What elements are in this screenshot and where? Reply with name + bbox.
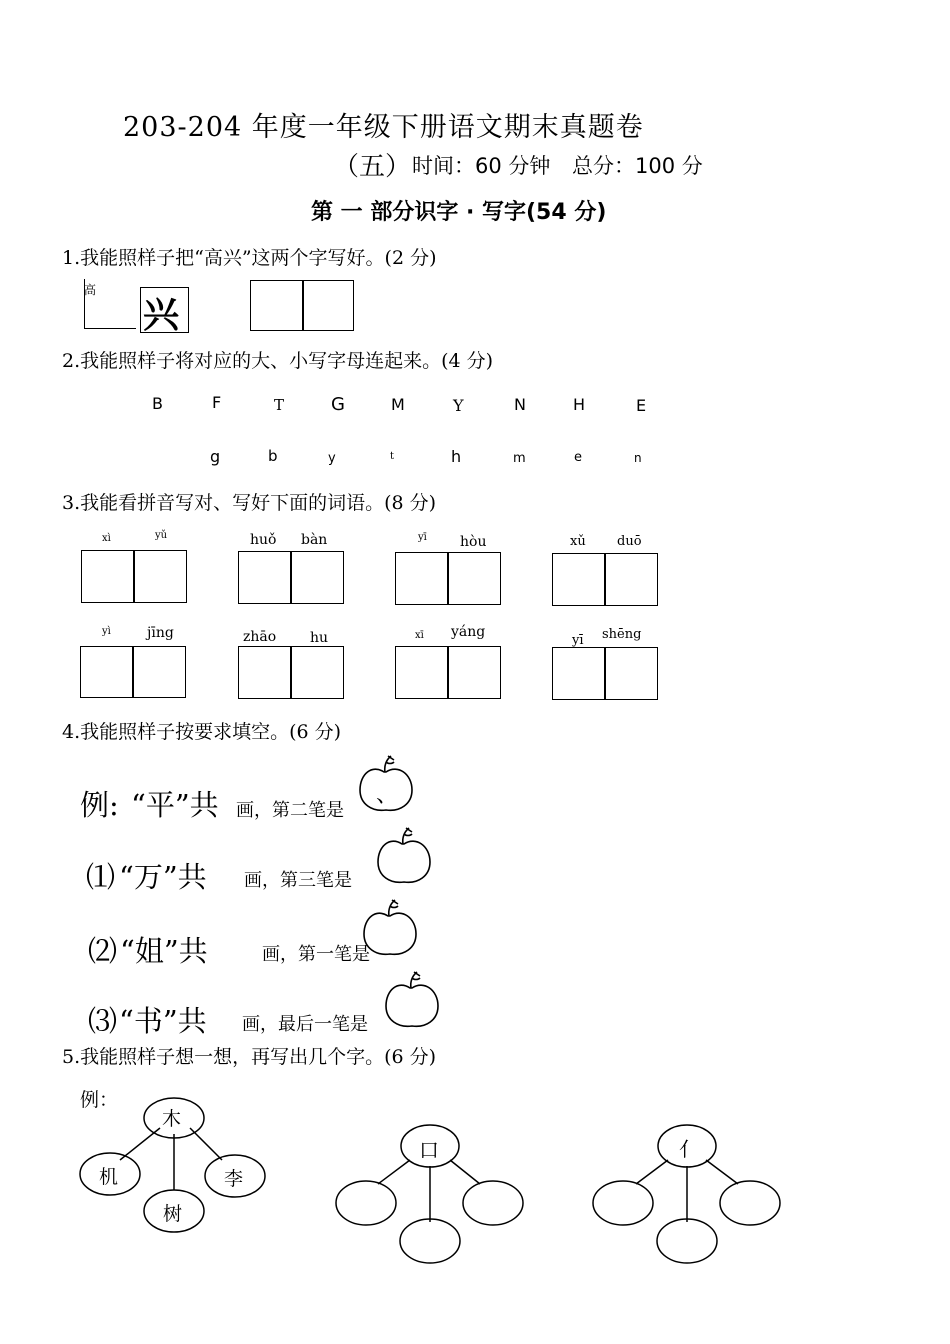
question-3-prompt: 3.我能看拼音写对、写好下面的词语。(8 分) bbox=[62, 492, 437, 514]
lowercase-letter[interactable]: b bbox=[268, 447, 278, 465]
q4-item-number: ⑶ bbox=[88, 1004, 118, 1038]
lowercase-letter[interactable]: y bbox=[328, 451, 336, 466]
tree-leaf-node bbox=[463, 1181, 523, 1225]
apple-icon[interactable] bbox=[378, 828, 430, 882]
q4-example-answer: 、 bbox=[376, 783, 399, 808]
pinyin: xǔ bbox=[570, 534, 586, 549]
q4-item-number: ⑵ bbox=[88, 934, 118, 968]
tree-leaf-char: 树 bbox=[163, 1203, 183, 1225]
tree-root-char: 口 bbox=[419, 1138, 439, 1162]
tree-leaf-char: 李 bbox=[224, 1168, 244, 1190]
q4-tail: 画，最后一笔是 bbox=[242, 1014, 368, 1035]
apple-icon[interactable] bbox=[364, 900, 416, 954]
page-title: 203-204 年度一年级下册语文期末真题卷 bbox=[123, 112, 644, 143]
pinyin: hu bbox=[310, 630, 329, 646]
lowercase-letter[interactable]: n bbox=[634, 451, 642, 465]
lowercase-letter[interactable]: m bbox=[513, 451, 526, 466]
q4-tail: 画，第二笔是 bbox=[236, 800, 344, 821]
pinyin: shēng bbox=[602, 627, 642, 642]
pinyin: bàn bbox=[301, 532, 328, 548]
q1-sample-char-big: 兴 bbox=[143, 295, 180, 336]
uppercase-letter[interactable]: E bbox=[636, 396, 647, 415]
tree-leaf-char: 机 bbox=[99, 1166, 119, 1188]
tree-leaf-node bbox=[400, 1219, 460, 1263]
uppercase-letter[interactable]: H bbox=[573, 395, 586, 414]
pinyin: yì bbox=[102, 626, 111, 637]
tree-leaf-node bbox=[593, 1181, 653, 1225]
question-1-prompt: 1.我能照样子把“高兴”这两个字写好。(2 分) bbox=[62, 247, 437, 269]
tree-root-char: 亻 bbox=[679, 1137, 699, 1161]
question-5-prompt: 5.我能照样子想一想，再写出几个字。(6 分) bbox=[62, 1046, 437, 1068]
lowercase-letter[interactable]: g bbox=[210, 447, 221, 466]
uppercase-letter[interactable]: N bbox=[514, 395, 526, 414]
q4-char: “姐”共 bbox=[120, 934, 208, 968]
section-title: 第 一 部分识字 · 写字(54 分) bbox=[311, 200, 607, 225]
uppercase-letter[interactable]: G bbox=[331, 394, 345, 415]
pinyin: yáng bbox=[451, 624, 486, 640]
question-2-prompt: 2.我能照样子将对应的大、小写字母连起来。(4 分) bbox=[62, 350, 494, 372]
q4-item-number: ⑴ bbox=[86, 860, 116, 894]
subtitle-number: （五） bbox=[333, 152, 412, 182]
pinyin: zhāo bbox=[243, 629, 277, 645]
uppercase-letter[interactable]: F bbox=[212, 393, 222, 412]
question-4-prompt: 4.我能照样子按要求填空。(6 分) bbox=[62, 721, 342, 743]
apple-icon[interactable] bbox=[386, 972, 438, 1026]
lowercase-letter[interactable]: e bbox=[574, 450, 582, 465]
exam-total-score: 总分：100 分 bbox=[572, 154, 703, 178]
q5-example-label: 例： bbox=[80, 1089, 119, 1111]
uppercase-letter[interactable]: M bbox=[391, 395, 405, 414]
pinyin: huǒ bbox=[250, 532, 277, 548]
q4-char: “书”共 bbox=[119, 1004, 207, 1038]
uppercase-letter[interactable]: T bbox=[274, 396, 285, 414]
uppercase-letter[interactable]: B bbox=[152, 394, 163, 413]
pinyin: xì bbox=[102, 533, 111, 544]
q4-example-label: 例: bbox=[80, 788, 119, 822]
exam-time: 时间：60 分钟 bbox=[412, 154, 551, 178]
tree-leaf-node bbox=[720, 1181, 780, 1225]
q1-sample-char-small: 高 bbox=[84, 283, 97, 297]
lowercase-letter[interactable]: t bbox=[390, 451, 395, 462]
tree-leaf-node bbox=[336, 1181, 396, 1225]
pinyin: yī bbox=[418, 532, 427, 543]
pinyin: duō bbox=[617, 534, 642, 549]
pinyin: xī bbox=[415, 630, 424, 641]
pinyin: hòu bbox=[460, 534, 487, 550]
pinyin: jīng bbox=[147, 625, 174, 641]
q4-tail: 画，第一笔是 bbox=[262, 944, 370, 965]
tree-root-char: 木 bbox=[162, 1108, 182, 1130]
pinyin: yǔ bbox=[155, 530, 168, 541]
lowercase-letter[interactable]: h bbox=[451, 447, 462, 466]
pinyin: yī bbox=[572, 633, 584, 648]
q4-tail: 画，第三笔是 bbox=[244, 870, 352, 891]
uppercase-letter[interactable]: Y bbox=[453, 396, 464, 415]
q4-char: “平”共 bbox=[131, 788, 219, 822]
tree-leaf-node bbox=[657, 1219, 717, 1263]
q4-char: “万”共 bbox=[119, 860, 207, 894]
